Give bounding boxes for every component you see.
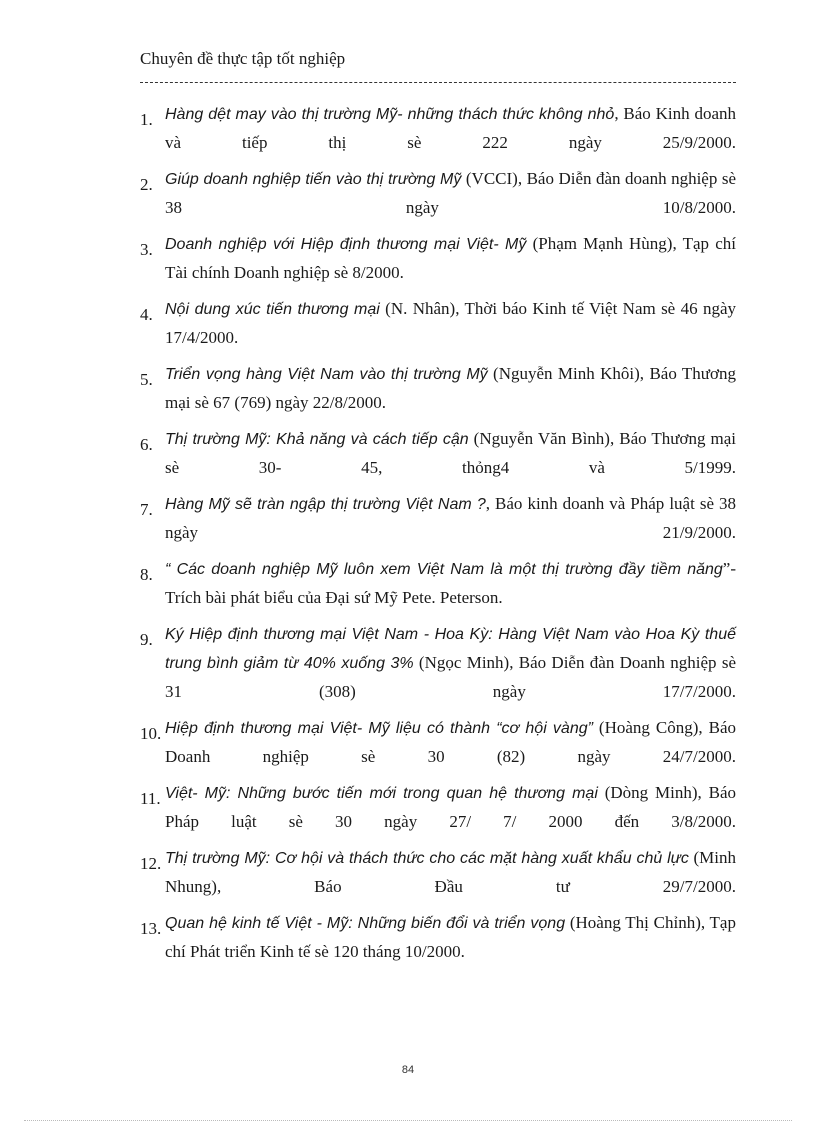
reference-title: Hàng dệt may vào thị trường Mỹ- những thách thức không nhỏ bbox=[165, 106, 615, 123]
reference-number: 9. bbox=[140, 630, 153, 649]
reference-number: 10. bbox=[140, 724, 162, 743]
reference-source: (Hoàng Công), Báo Doanh nghiệp sè 30 (82) ngày 24/7/2000. bbox=[165, 718, 736, 766]
reference-title: Thị trường Mỹ: Cơ hội và thách thức cho các mặt hàng xuất khẩu chủ lực bbox=[165, 850, 689, 867]
reference-title: Triển vọng hàng Việt Nam vào thị trường Mỹ bbox=[165, 366, 488, 383]
page-header-title: Chuyên đề thực tập tốt nghiệp bbox=[140, 49, 346, 68]
reference-number: 1. bbox=[140, 110, 153, 129]
reference-title: Hàng Mỹ sẽ tràn ngập thị trường Việt Nam ? bbox=[165, 496, 486, 513]
reference-source: (Nguyễn Minh Khôi), Báo Thương mại sè 67 (769) ngày 22/8/2000. bbox=[165, 364, 736, 412]
reference-source: (Phạm Mạnh Hùng), Tạp chí Tài chính Doanh nghiệp sè 8/2000. bbox=[165, 234, 737, 282]
reference-title: Quan hệ kinh tế Việt - Mỹ: Những biến đổi và triển vọng bbox=[165, 915, 566, 932]
reference-title: Hiệp định thương mại Việt- Mỹ liệu có thành “cơ hội vàng” bbox=[165, 720, 593, 737]
reference-item-13 bbox=[138, 909, 736, 966]
reference-item-6 bbox=[138, 425, 736, 482]
reference-number: 3. bbox=[140, 240, 153, 259]
reference-source: (Nguyễn Văn Bình), Báo Thương mại sè 30- 45, thỏng4 và 5/1999. bbox=[165, 429, 736, 477]
reference-title: Việt- Mỹ: Những bước tiến mới trong quan hệ thương mại bbox=[165, 785, 598, 802]
reference-item-11 bbox=[138, 779, 736, 836]
reference-number: 8. bbox=[140, 565, 153, 584]
reference-item-10 bbox=[138, 714, 736, 771]
reference-item-12 bbox=[138, 844, 736, 901]
reference-source: (Minh Nhung), Báo Đầu tư 29/7/2000. bbox=[165, 848, 736, 896]
reference-item-9 bbox=[138, 620, 736, 706]
reference-source: (N. Nhân), Thời báo Kinh tế Việt Nam sè 46 ngày 17/4/2000. bbox=[165, 299, 736, 347]
reference-number: 6. bbox=[140, 435, 153, 454]
reference-number: 13. bbox=[140, 919, 162, 938]
reference-source: (VCCI), Báo Diễn đàn doanh nghiệp sè 38 ngày 10/8/2000. bbox=[165, 169, 737, 217]
reference-source: (Dòng Minh), Báo Pháp luật sè 30 ngày 27/ 7/ 2000 đến 3/8/2000. bbox=[165, 783, 736, 831]
reference-title: Giúp doanh nghiệp tiến vào thị trường Mỹ bbox=[165, 171, 462, 188]
reference-number: 5. bbox=[140, 370, 153, 389]
reference-item-5 bbox=[138, 360, 736, 417]
reference-source: (Ngọc Minh), Báo Diễn đàn Doanh nghiệp sè 31 (308) ngày 17/7/2000. bbox=[165, 653, 736, 701]
reference-title: Ký Hiệp định thương mại Việt Nam - Hoa Kỳ: Hàng Việt Nam vào Hoa Kỳ thuế trung bình giảm từ 40% xuống 3% bbox=[165, 626, 736, 672]
reference-source: ”- Trích bài phát biểu của Đại sứ Mỹ Pete. Peterson. bbox=[165, 559, 736, 607]
reference-title: Nội dung xúc tiến thương mại bbox=[165, 301, 380, 318]
reference-number: 11. bbox=[140, 789, 161, 808]
reference-source: , Báo Kinh doanh và tiếp thị sè 222 ngày 25/9/2000. bbox=[165, 104, 737, 152]
reference-source: (Hoàng Thị Chỉnh), Tạp chí Phát triển Kinh tế sè 120 tháng 10/2000. bbox=[165, 913, 736, 961]
reference-list bbox=[138, 100, 736, 974]
reference-item-1 bbox=[138, 100, 736, 157]
reference-item-8 bbox=[138, 555, 736, 612]
reference-item-7 bbox=[138, 490, 736, 547]
reference-number: 7. bbox=[140, 500, 153, 519]
reference-item-3 bbox=[138, 230, 736, 287]
page-bottom-border bbox=[24, 1120, 792, 1121]
reference-number: 4. bbox=[140, 305, 153, 324]
reference-title: “ Các doanh nghiệp Mỹ luôn xem Việt Nam là một thị trường đầy tiềm năng bbox=[165, 561, 723, 578]
header-divider bbox=[140, 82, 736, 83]
reference-source: , Báo kinh doanh và Pháp luật sè 38 ngày 21/9/2000. bbox=[165, 494, 737, 542]
page-number: 84 bbox=[401, 1064, 415, 1076]
reference-number: 12. bbox=[140, 854, 162, 873]
reference-item-2 bbox=[138, 165, 736, 222]
reference-title: Thị trường Mỹ: Khả năng và cách tiếp cận bbox=[165, 431, 469, 448]
reference-item-4 bbox=[138, 295, 736, 352]
reference-number: 2. bbox=[140, 175, 153, 194]
reference-title: Doanh nghiệp với Hiệp định thương mại Việt- Mỹ bbox=[165, 236, 527, 253]
